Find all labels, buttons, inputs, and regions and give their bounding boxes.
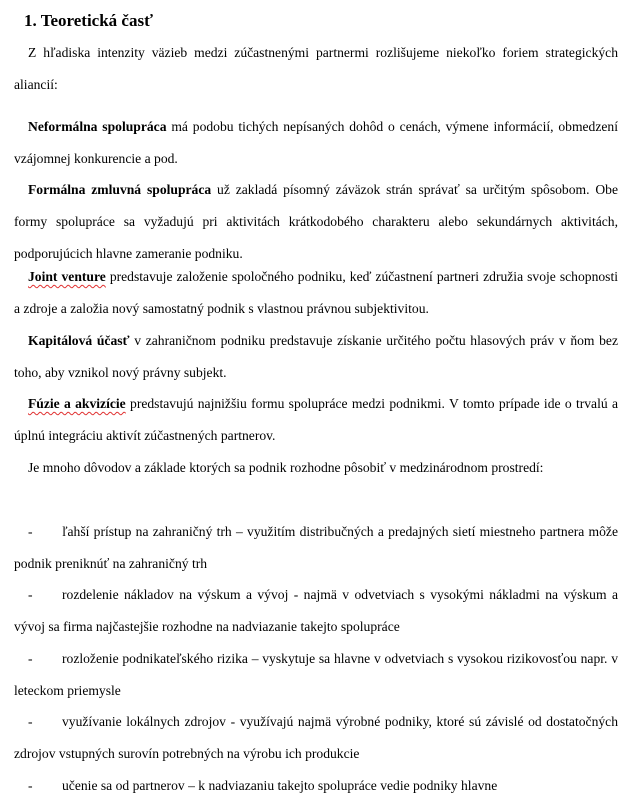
term-joint-venture: Joint venture — [28, 269, 106, 284]
list-item: - učenie sa od partnerov – k nadviazaniu takejto spolupráce vedie podniky hlavne — [28, 778, 498, 793]
list-item: - využívanie lokálnych zdrojov - využívajú najmä výrobné podniky, ktoré sú závislé od dostatočných zdrojov vstupných surovín potrebných na výrobu ich produkcie — [14, 714, 618, 761]
paragraph-informal: Neformálna spolupráca má podobu tichých nepísaných dohôd o cenách, výmene informácií, obmedzení vzájomnej konkurencie a pod. — [14, 119, 618, 166]
section-heading: 1. Teoretická časť — [24, 11, 153, 30]
intro-paragraph: Z hľadiska intenzity väzieb medzi zúčastnenými partnermi rozlišujeme niekoľko foriem strategických aliancií: — [14, 45, 618, 92]
paragraph-formal: Formálna zmluvná spolupráca už zakladá písomný záväzok strán správať sa určitým spôsobom. Obe formy spolupráce sa vyžadujú pri aktivitách krátkodobého charakteru alebo sekundárnych aktivitách, podporujúcich hlavne zameranie podniku. — [14, 182, 618, 261]
paragraph-mergers: Fúzie a akvizície predstavujú najnižšiu formu spolupráce medzi podnikmi. V tomto prípade ide o trvalú a úplnú integráciu aktivít zúčastnených partnerov. — [14, 396, 619, 443]
paragraph-capital: Kapitálová účasť v zahraničnom podniku predstavuje získanie určitého počtu hlasových práv v ňom bez toho, aby vznikol nový právny subjekt. — [14, 333, 618, 380]
term-mergers: Fúzie a akvizície — [28, 396, 126, 411]
list-item: - rozdelenie nákladov na výskum a vývoj - najmä v odvetviach s vysokými nákladmi na výskum a vývoj sa firma najčastejšie rozhodne na nadviazanie takejto spolupráce — [14, 587, 618, 634]
term-formal: Formálna zmluvná spolupráca — [28, 182, 212, 197]
term-capital: Kapitálová účasť — [28, 333, 130, 348]
list-item: - ľahší prístup na zahraničný trh – využitím distribučných a predajných sietí miestneho partnera môže podnik preniknúť na zahraničný trh — [14, 524, 618, 571]
reasons-intro: Je mnoho dôvodov a základe ktorých sa podnik rozhodne pôsobiť v medzinárodnom prostredí: — [28, 460, 544, 475]
paragraph-joint-venture: Joint venture predstavuje založenie spoločného podniku, keď zúčastnení partneri združia svoje schopnosti a zdroje a založia nový samostatný podnik s vlastnou právnou subjektivitou. — [14, 269, 619, 316]
term-informal: Neformálna spolupráca — [28, 119, 167, 134]
list-item: - rozloženie podnikateľského rizika – vyskytuje sa hlavne v odvetviach s vysokou rizikovosťou napr. v leteckom priemysle — [14, 651, 618, 698]
